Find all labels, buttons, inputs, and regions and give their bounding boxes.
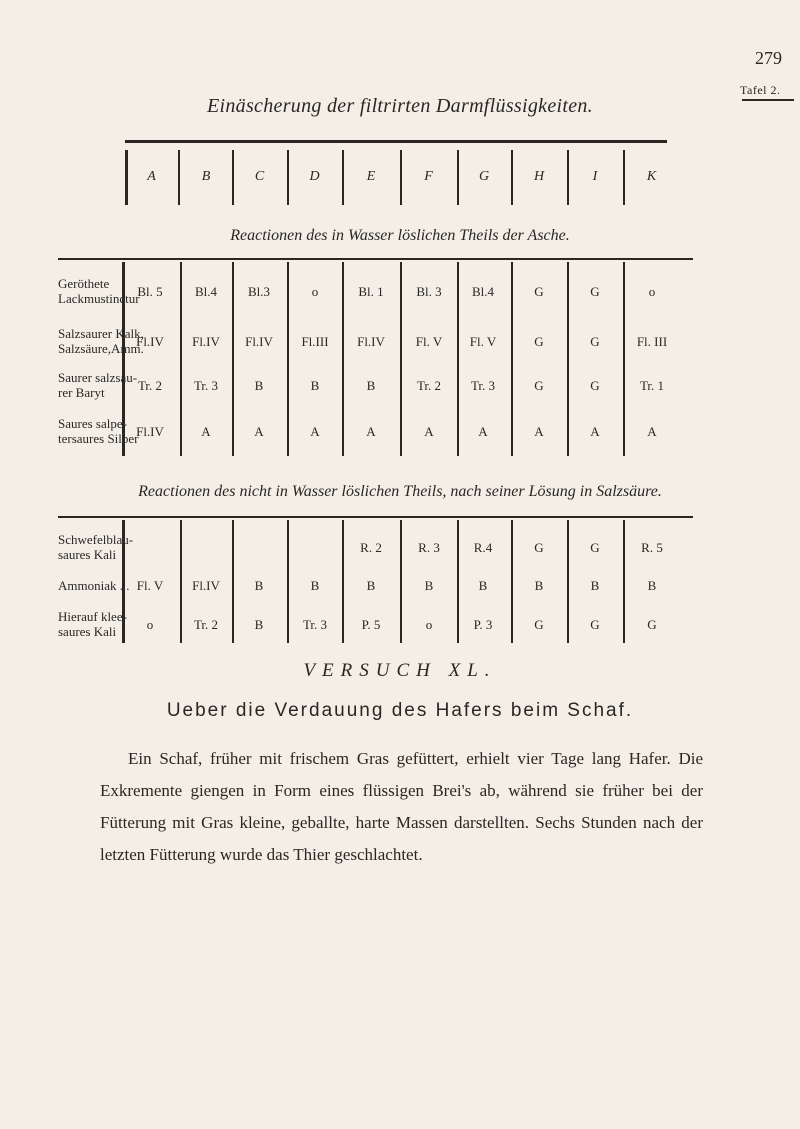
section1-cell: A (534, 424, 544, 439)
section1-cell: G (590, 334, 600, 349)
section2-cell: G (534, 617, 544, 632)
row-label-line: Hierauf klee- (58, 609, 127, 624)
column-header-g: G (478, 169, 490, 184)
header-divider (287, 150, 289, 205)
section1-cell: A (424, 424, 434, 439)
section2-cell: G (590, 617, 600, 632)
section2-caption: Reactionen des nicht in Wasser löslichen Theils, nach seiner Lösung in Salzsäure. (138, 483, 662, 500)
section1-cell: Tr. 2 (137, 378, 163, 393)
section1-cell: Tr. 1 (639, 378, 665, 393)
section1-cell: A (201, 424, 211, 439)
column-header-a: A (147, 169, 156, 184)
header-divider (457, 150, 459, 205)
versuch-heading: VERSUCH XL. (303, 660, 497, 681)
section2-cell: G (590, 540, 600, 555)
row-label-line: saures Kali (58, 624, 117, 639)
section1-cell: A (310, 424, 320, 439)
row-label-line: Geröthete (58, 276, 110, 291)
row-label-line: Salzsaurer Kalk, (58, 326, 144, 341)
row-label-line: Schwefelblau- (58, 532, 134, 547)
section1-cell: A (366, 424, 376, 439)
section2-cell: P. 5 (361, 617, 381, 632)
section1-cell: B (310, 378, 320, 393)
section1-cell: Fl. V (469, 334, 497, 349)
section1-cell: o (311, 284, 319, 299)
section1-cell: Tr. 3 (470, 378, 496, 393)
section2-cell: B (310, 578, 320, 593)
section1-cell: B (254, 378, 264, 393)
column-header-c: C (254, 169, 265, 184)
section1-caption: Reactionen des in Wasser löslichen Theils der Asche. (230, 227, 570, 244)
table-top-rule (125, 140, 667, 143)
section2-cell: B (647, 578, 657, 593)
section2-row-label (58, 578, 130, 593)
section1-cell: G (534, 284, 544, 299)
body-paragraph: Ein Schaf, früher mit frischem Gras gefüttert, erhielt vier Tage lang Hafer. Die Exkremente giengen in Form eines flüssigen Brei's ab, während sie früher bei der Fütterung mit Gras kleine, geballte, harte Massen darstellten. Sechs Stunden nach der letzten Fütterung wurde das Thier geschlachtet. (100, 749, 703, 864)
section1-cell: Fl.IV (245, 334, 273, 349)
section2-cell: B (254, 617, 264, 632)
header-divider (567, 150, 569, 205)
section1-cell: Fl. III (636, 334, 668, 349)
section2-cell: Fl. V (136, 578, 164, 593)
section1-cell: Bl. 5 (137, 284, 163, 299)
section1-cell: G (590, 284, 600, 299)
section2-cell: B (478, 578, 488, 593)
section1-cell: A (254, 424, 264, 439)
column-header-d: D (309, 169, 320, 184)
section2-row-label (58, 532, 133, 562)
header-divider (511, 150, 513, 205)
section2-cell: o (146, 617, 154, 632)
header-divider (342, 150, 344, 205)
section1-cell: Tr. 2 (416, 378, 442, 393)
section-subtitle: Ueber die Verdauung des Hafers beim Schaf. (166, 700, 634, 721)
section2-cell: R. 5 (641, 540, 663, 555)
section1-cell: Fl.IV (136, 334, 164, 349)
section1-cell: Fl.III (301, 334, 329, 349)
header-divider (178, 150, 180, 205)
section1-cell: A (647, 424, 657, 439)
column-header-i: I (592, 169, 598, 184)
section1-cell: Tr. 3 (193, 378, 219, 393)
section2-cell: R. 2 (360, 540, 382, 555)
section1-top-rule (58, 258, 693, 260)
header-divider (623, 150, 625, 205)
section1-cell: Bl.3 (247, 284, 271, 299)
section2-cell: G (534, 540, 544, 555)
row-label-line: Saurer salzsau- (58, 370, 138, 385)
section2-row-label (58, 609, 127, 639)
row-label-line: saures Kali (58, 547, 117, 562)
section1-cell: Bl.4 (471, 284, 495, 299)
header-divider (232, 150, 234, 205)
header-divider (400, 150, 402, 205)
section2-cell: Tr. 3 (302, 617, 328, 632)
section1-cell: Fl.IV (357, 334, 385, 349)
section1-cell: Fl.IV (192, 334, 220, 349)
column-header-e: E (366, 169, 376, 184)
row-label-line: Salzsäure,Amm. (58, 341, 144, 356)
page-title: Einäscherung der filtrirten Darmflüssigkeiten. (207, 95, 593, 117)
column-header-h: H (533, 169, 545, 184)
section2-cell: B (534, 578, 544, 593)
section2-cell: G (647, 617, 657, 632)
page-number: 279 (755, 48, 782, 68)
section1-cell: Bl. 1 (358, 284, 384, 299)
section2-cell: P. 3 (473, 617, 493, 632)
section2-cell: B (254, 578, 264, 593)
section1-cell: G (590, 378, 600, 393)
section1-cell: A (590, 424, 600, 439)
section2-top-rule (58, 516, 693, 518)
row-label-line: tersaures Silber (58, 431, 139, 446)
section1-cell: Bl.4 (194, 284, 218, 299)
section2-cell: R. 3 (418, 540, 440, 555)
section1-cell: Bl. 3 (416, 284, 442, 299)
section2-cell: B (366, 578, 376, 593)
section2-cell: o (425, 617, 433, 632)
section2-cell: B (424, 578, 434, 593)
section1-cell: Fl.IV (136, 424, 164, 439)
section2-cell: R.4 (473, 540, 493, 555)
column-header-f: F (424, 169, 433, 184)
section1-cell: B (366, 378, 376, 393)
row-label-line: rer Baryt (58, 385, 105, 400)
section2-cell: Tr. 2 (193, 617, 219, 632)
section1-cell: Fl. V (415, 334, 443, 349)
column-header-b: B (201, 169, 211, 184)
row-label-line: Ammoniak . . (58, 578, 130, 593)
section2-cell: B (590, 578, 600, 593)
section1-cell: A (478, 424, 488, 439)
section1-cell: o (648, 284, 656, 299)
row-label-line: Lackmustinctur (58, 291, 140, 306)
row-label-line: Saures salpe- (58, 416, 127, 431)
header-divider (125, 150, 128, 205)
section2-cell: Fl.IV (192, 578, 220, 593)
section1-cell: G (534, 378, 544, 393)
section1-cell: G (534, 334, 544, 349)
column-header-k: K (646, 169, 657, 184)
plate-label: Tafel 2. (740, 83, 781, 97)
